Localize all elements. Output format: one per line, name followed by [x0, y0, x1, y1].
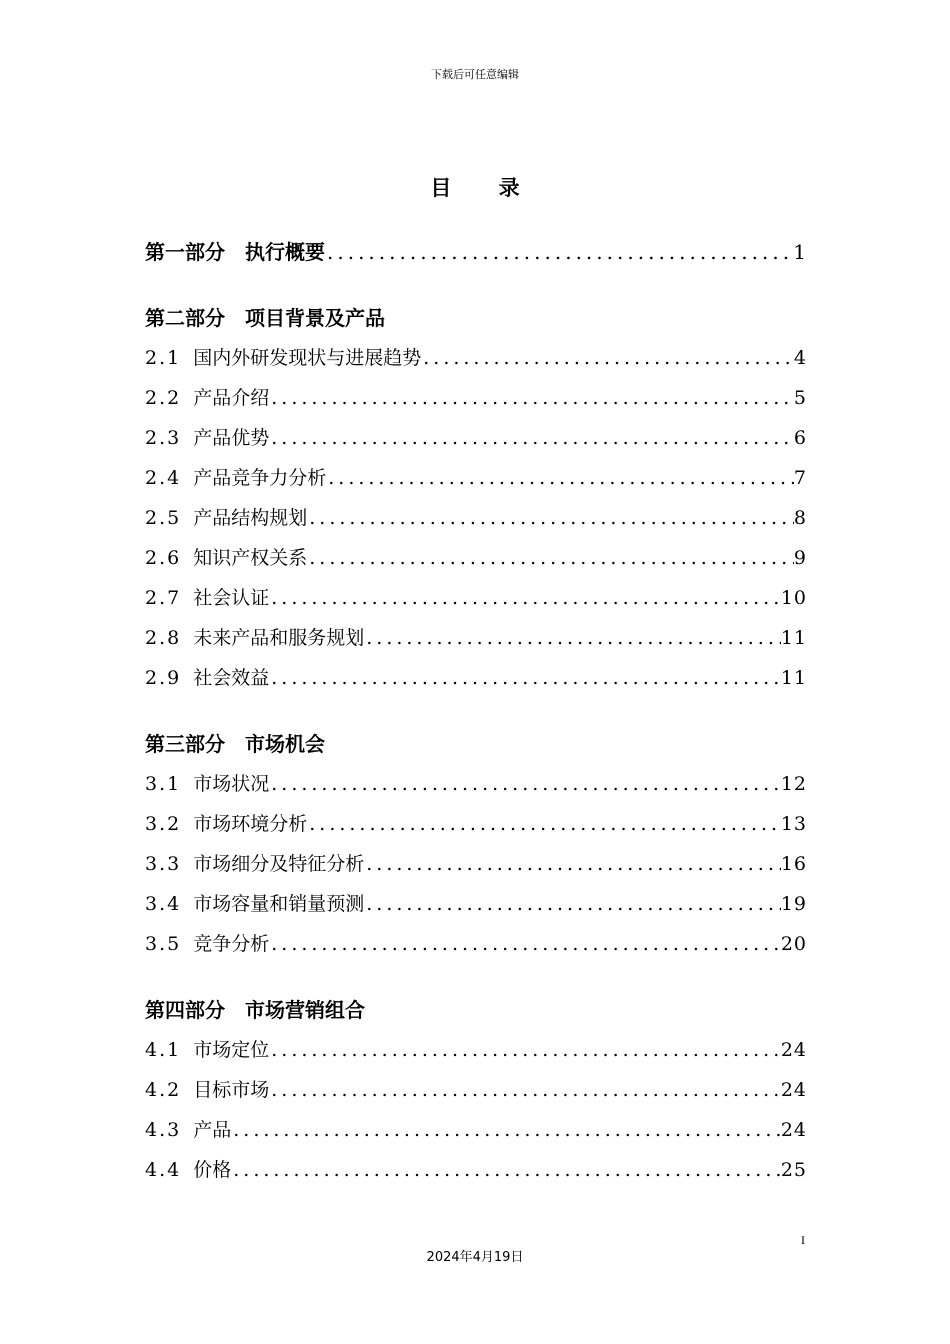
toc-entry-number: 2.6 [145, 547, 182, 569]
toc-entry[interactable] [145, 1150, 807, 1190]
toc-page-number: 7 [793, 467, 807, 489]
toc-entry-text: 产品竞争力分析 [193, 467, 327, 489]
toc-leader [231, 1110, 781, 1150]
toc-entry-text: 国内外研发现状与进展趋势 [193, 347, 422, 369]
toc-leader [269, 764, 781, 804]
toc-leader [364, 844, 781, 884]
toc-leader [307, 804, 781, 844]
toc-page-number: 8 [793, 507, 807, 529]
toc-page-number: 9 [793, 547, 807, 569]
toc-leader [269, 1070, 781, 1110]
toc-entry[interactable] [145, 618, 807, 658]
toc-page-number: 12 [780, 773, 807, 795]
toc-page-number: 24 [780, 1079, 807, 1101]
toc-part-2-section [145, 338, 807, 698]
toc-entry-text: 社会认证 [193, 587, 270, 609]
toc-entry[interactable] [145, 884, 807, 924]
toc-page-number: 4 [793, 347, 807, 369]
toc-page-number: 5 [793, 387, 807, 409]
toc-page-number: 19 [780, 893, 807, 915]
toc-entry-number: 2.9 [145, 667, 182, 689]
toc-entry[interactable] [145, 538, 807, 578]
toc-entry[interactable] [145, 1070, 807, 1110]
toc-leader [231, 1150, 781, 1190]
toc-entry-number: 3.2 [145, 813, 182, 835]
toc-leader [325, 232, 793, 272]
toc-entry-number: 2.4 [145, 467, 182, 489]
toc-entry[interactable] [145, 1030, 807, 1070]
toc-leader [269, 378, 794, 418]
toc-entry-number: 4.4 [145, 1159, 182, 1181]
toc-leader [364, 884, 781, 924]
toc-entry-text: 产品结构规划 [193, 507, 308, 529]
page-header: 下载后可任意编辑 [431, 68, 519, 81]
toc-part-4-section [145, 1030, 807, 1190]
toc-entry-text: 知识产权关系 [193, 547, 308, 569]
toc-entry[interactable] [145, 924, 807, 964]
toc-entry[interactable] [145, 658, 807, 698]
toc-entry[interactable] [145, 418, 807, 458]
toc-entry-text: 价格 [193, 1159, 232, 1181]
toc-entry-number: 3.4 [145, 893, 182, 915]
toc-page-number: 25 [780, 1159, 807, 1181]
toc-page-number: 13 [780, 813, 807, 835]
toc-entry-text: 市场定位 [193, 1039, 270, 1061]
toc-page-number: 11 [780, 667, 807, 689]
toc-leader [269, 658, 781, 698]
toc-page-number: 20 [780, 933, 807, 955]
toc-entry-number: 3.5 [145, 933, 182, 955]
toc-page-number: 16 [780, 853, 807, 875]
toc-entry-number: 4.1 [145, 1039, 182, 1061]
page-footer-date: 2024年4月19日 [426, 1250, 524, 1265]
toc-leader [307, 538, 794, 578]
toc-entry[interactable] [145, 458, 807, 498]
toc-leader [269, 1030, 781, 1070]
page-title: 目 录 [430, 176, 540, 200]
toc-entry-text: 市场环境分析 [193, 813, 308, 835]
page-number: I [801, 1233, 805, 1247]
toc-entry[interactable] [145, 498, 807, 538]
toc-entry[interactable] [145, 338, 807, 378]
toc-part-2-title[interactable]: 第二部分 项目背景及产品 [145, 306, 385, 330]
toc-part-1[interactable] [145, 232, 807, 272]
toc-leader [326, 458, 794, 498]
toc-entry-number: 3.1 [145, 773, 182, 795]
toc-page-number: 6 [793, 427, 807, 449]
toc-entry-text: 社会效益 [193, 667, 270, 689]
toc-entry-text: 市场容量和销量预测 [193, 893, 365, 915]
toc-entry-number: 4.3 [145, 1119, 182, 1141]
toc-part-1-label: 第一部分 执行概要 [145, 240, 325, 264]
toc-leader [269, 924, 781, 964]
toc-entry[interactable] [145, 1110, 807, 1150]
toc-leader [307, 498, 794, 538]
toc-entry-number: 2.7 [145, 587, 182, 609]
toc-entry-text: 产品 [193, 1119, 232, 1141]
toc-entry[interactable] [145, 764, 807, 804]
toc-entry-number: 2.8 [145, 627, 182, 649]
toc-entry-number: 3.3 [145, 853, 182, 875]
toc-page-number: 24 [780, 1119, 807, 1141]
toc-entry[interactable] [145, 804, 807, 844]
toc-entry[interactable] [145, 578, 807, 618]
toc-entry-text: 产品介绍 [193, 387, 270, 409]
toc-entry[interactable] [145, 378, 807, 418]
toc-entry-number: 2.1 [145, 347, 182, 369]
toc-entry-text: 目标市场 [193, 1079, 270, 1101]
toc-entry[interactable] [145, 844, 807, 884]
toc-leader [364, 618, 781, 658]
toc-leader [421, 338, 794, 378]
toc-part-3-section [145, 764, 807, 964]
toc-entry-number: 2.3 [145, 427, 182, 449]
toc-leader [269, 578, 781, 618]
table-of-contents [145, 232, 807, 1190]
toc-page-number: 1 [793, 240, 807, 264]
toc-entry-text: 未来产品和服务规划 [193, 627, 365, 649]
toc-page-number: 11 [780, 627, 807, 649]
toc-page-number: 24 [780, 1039, 807, 1061]
toc-entry-text: 竞争分析 [193, 933, 270, 955]
toc-entry-text: 市场细分及特征分析 [193, 853, 365, 875]
toc-entry-number: 2.2 [145, 387, 182, 409]
toc-page-number: 10 [780, 587, 807, 609]
toc-entry-number: 4.2 [145, 1079, 182, 1101]
toc-entry-number: 2.5 [145, 507, 182, 529]
toc-part-3-title[interactable]: 第三部分 市场机会 [145, 732, 325, 756]
toc-leader [269, 418, 794, 458]
toc-entry-text: 产品优势 [193, 427, 270, 449]
toc-entry-text: 市场状况 [193, 773, 270, 795]
toc-part-4-title[interactable]: 第四部分 市场营销组合 [145, 998, 365, 1022]
